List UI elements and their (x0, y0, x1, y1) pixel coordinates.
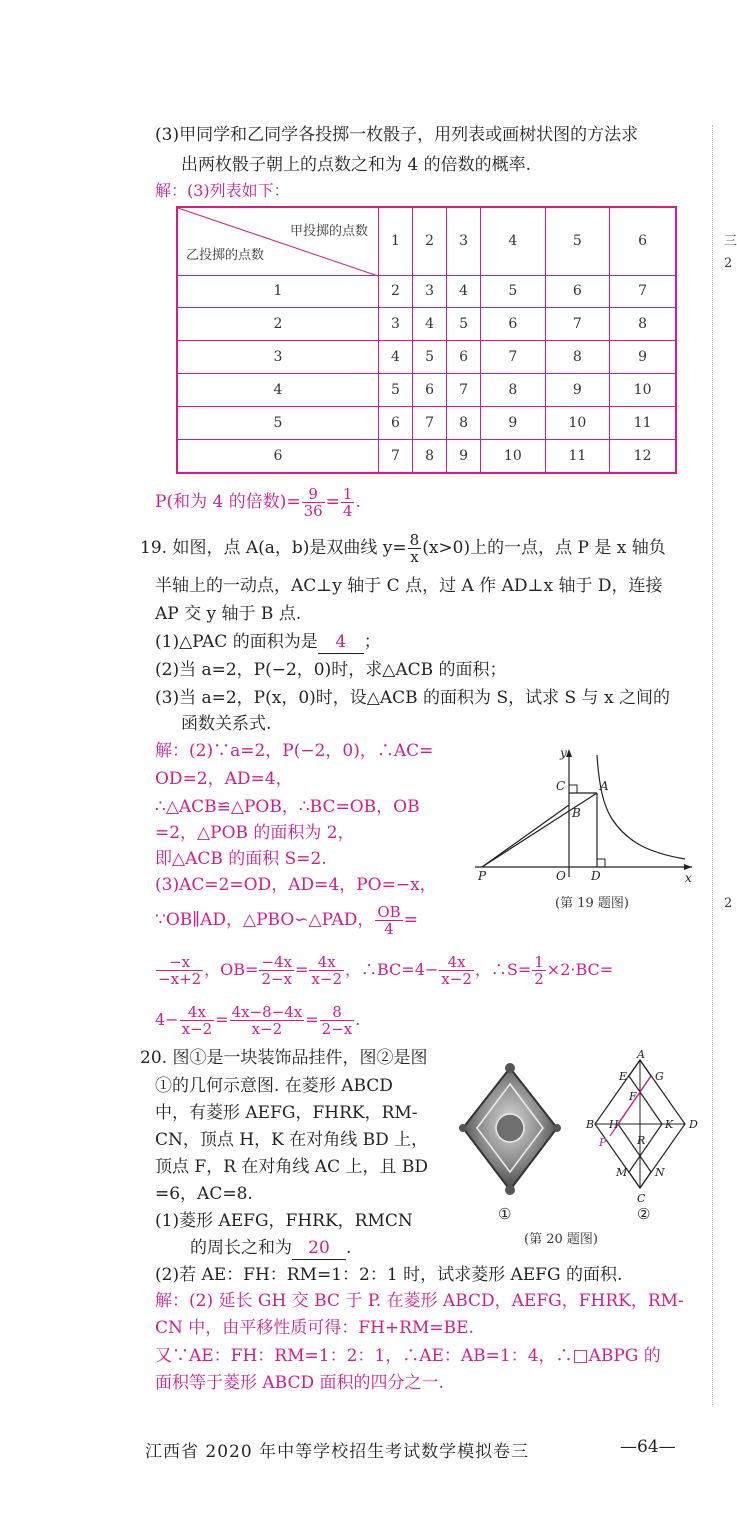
frac-den: x−2 (181, 1020, 213, 1038)
frac-num: 4x (180, 1004, 215, 1021)
table-cell: 2 (379, 275, 413, 308)
prob-prefix: P(和为 4 的倍数)= (155, 492, 301, 512)
col-header: 2 (413, 207, 447, 275)
prob-eq: = (325, 492, 340, 512)
table-cell: 8 (610, 308, 676, 341)
frac-num: 4x−8−4x (231, 1003, 303, 1021)
table-cell: 9 (447, 439, 481, 473)
frac-den: 4 (384, 920, 394, 938)
table-cell: 9 (545, 373, 610, 406)
corner-top-label: 甲投掷的点数 (289, 224, 368, 239)
side-mark: 2 (724, 256, 733, 271)
label-G: G (655, 1070, 664, 1083)
ornament-photo (455, 1060, 565, 1200)
table-cell: 5 (481, 275, 546, 308)
frac-num: −x (156, 954, 203, 971)
q20-part1-line2 (190, 1237, 351, 1260)
label-R: R (637, 1134, 646, 1147)
frac-num: 1 (534, 953, 544, 971)
q19-figure-caption: (第 19 题图) (555, 896, 629, 911)
table-corner-cell (177, 207, 379, 275)
col-header: 4 (481, 207, 546, 275)
q19-sol-7 (155, 900, 418, 940)
label-N: N (655, 1166, 665, 1179)
corner-diagonal (178, 208, 378, 276)
label-A: A (637, 1048, 645, 1061)
page-margin-divider (712, 125, 713, 1405)
ornament-center-stone (496, 1114, 524, 1142)
q20-p1-pre: 的周长之和为 (190, 1238, 292, 1258)
q20-part1-line1: (1)菱形 AEFG，FHRK，RMCN (155, 1211, 413, 1231)
frac-num: 4x (439, 954, 474, 971)
row-header: 1 (177, 275, 379, 308)
table-cell: 7 (447, 373, 481, 406)
frac-den: x−2 (441, 970, 472, 988)
frac-den: 2 (534, 970, 544, 988)
frac-num: OB (377, 903, 401, 921)
table-cell: 6 (447, 341, 481, 374)
q20-line5: 顶点 F，R 在对角线 AC 上，且 BD (155, 1157, 429, 1177)
table-cell: 12 (610, 439, 676, 473)
q20-line4: CN，顶点 H，K 在对角线 BD 上， (155, 1130, 429, 1150)
text-run: . (355, 1010, 361, 1029)
table-cell: 7 (610, 275, 676, 308)
frac-den: 4 (342, 502, 353, 520)
text-run: 4− (155, 1010, 179, 1029)
col-header: 6 (610, 207, 676, 275)
text-run: ，OB= (204, 960, 259, 979)
hyperbola-curve (597, 755, 685, 859)
text-run: ，∴S= (474, 960, 532, 979)
row-header: 4 (177, 373, 379, 406)
figure-2-label: ② (637, 1205, 651, 1223)
q19-line1 (140, 528, 666, 568)
prob-end: . (355, 492, 361, 512)
q19-figure (470, 745, 700, 885)
q19-sol-1: 解：(2)∵a=2，P(−2，0)，∴AC= (155, 741, 434, 761)
label-C: C (637, 1192, 646, 1205)
table-row (177, 341, 676, 374)
ornament-bottom-bead (505, 1185, 515, 1195)
table-row (177, 308, 676, 341)
table-cell: 3 (379, 308, 413, 341)
label-D: D (591, 869, 601, 883)
q19-p1-pre: (1)△PAC 的面积为是 (155, 632, 318, 652)
ornament-top-bead (505, 1063, 515, 1073)
segment-PA (482, 793, 597, 867)
table-cell: 4 (447, 275, 481, 308)
side-mark: 三 (724, 234, 737, 249)
table-cell: 11 (610, 406, 676, 439)
table-cell: 8 (545, 341, 610, 374)
frac-num: 8 (320, 1004, 355, 1021)
q19-p1-post: ； (363, 632, 381, 652)
q19-l1b: (x>0)上的一点，点 P 是 x 轴负 (422, 538, 666, 558)
y-axis-arrow (566, 749, 572, 757)
table-cell: 6 (545, 275, 610, 308)
q20-p1-answer: 20 (292, 1237, 346, 1260)
q20-line6: =6，AC=8. (155, 1184, 253, 1204)
frac-num: 9 (302, 486, 325, 503)
label-P: P (599, 1136, 607, 1149)
q20-p1-post: . (346, 1238, 352, 1258)
text-run: = (295, 960, 309, 979)
q19-part1 (155, 631, 381, 654)
text-run: = (305, 1010, 319, 1029)
q20-line2: ①的几何示意图. 在菱形 ABCD (155, 1076, 393, 1096)
q19-part3-line2: 函数关系式. (181, 714, 272, 734)
q18-part3-line1: (3)甲同学和乙同学各投掷一枚骰子，用列表或画树状图的方法求 (155, 125, 639, 145)
page-number: —64— (620, 1437, 676, 1457)
ornament-left-bead (459, 1124, 467, 1132)
q20-line3: 中，有菱形 AEFG，FHRK，RM- (155, 1103, 418, 1123)
table-row (177, 439, 676, 473)
figure-1-label: ① (498, 1205, 512, 1223)
q19-p1-answer: 4 (318, 631, 364, 654)
table-cell: 8 (447, 406, 481, 439)
label-F: F (629, 1090, 637, 1103)
label-O: O (556, 869, 566, 883)
label-M: M (616, 1166, 628, 1179)
segment-PB (482, 805, 569, 867)
table-cell: 9 (610, 341, 676, 374)
q20-figure-caption: (第 20 题图) (524, 1232, 598, 1247)
corner-bottom-label: 乙投掷的点数 (186, 248, 265, 263)
table-row (177, 373, 676, 406)
table-cell: 3 (413, 275, 447, 308)
frac-num: 1 (342, 485, 353, 503)
table-cell: 6 (379, 406, 413, 439)
q18-part3-line2: 出两枚骰子朝上的点数之和为 4 的倍数的概率. (181, 155, 532, 175)
q20-line1: 20. 图①是一块装饰品挂件，图②是图 (140, 1048, 428, 1068)
frac-den: 2−x (321, 1020, 353, 1038)
q19-sol-4: =2，△POB 的面积为 2， (155, 823, 355, 843)
table-cell: 8 (413, 439, 447, 473)
table-cell: 11 (545, 439, 610, 473)
table-cell: 10 (610, 373, 676, 406)
table-cell: 6 (413, 373, 447, 406)
frac-den: x (410, 548, 419, 566)
frac-den: x−2 (311, 970, 342, 988)
label-y: y (560, 746, 567, 760)
table-cell: 4 (379, 341, 413, 374)
q19-sol-8 (155, 950, 613, 990)
frac-num: 8 (409, 531, 420, 549)
label-x: x (685, 871, 692, 885)
col-header: 3 (447, 207, 481, 275)
text-run: ×2·BC= (546, 960, 614, 979)
table-cell: 7 (379, 439, 413, 473)
table-cell: 5 (413, 341, 447, 374)
q19-l1a: 19. 如图，点 A(a，b)是双曲线 y= (140, 538, 407, 558)
q18-probability (155, 482, 361, 522)
q18-solution-intro: 解：(3)列表如下： (155, 181, 290, 200)
ornament-right-bead (553, 1124, 561, 1132)
q19-sol-5: 即△ACB 的面积 S=2. (155, 849, 327, 869)
q19-line3: AP 交 y 轴于 B 点. (155, 604, 302, 624)
col-header: 1 (379, 207, 413, 275)
col-header: 5 (545, 207, 610, 275)
row-header: 2 (177, 308, 379, 341)
frac-den: 2−x (261, 970, 293, 988)
label-B: B (586, 1118, 595, 1131)
q19-line2: 半轴上的一动点，AC⊥y 轴于 C 点，过 A 作 AD⊥x 轴于 D，连接 (155, 576, 663, 596)
label-E: E (619, 1070, 628, 1083)
dice-sum-table (176, 206, 677, 474)
right-angle-C (569, 785, 577, 793)
q19-s7-post: = (403, 910, 418, 930)
label-P: P (478, 869, 487, 883)
label-D: D (689, 1118, 698, 1131)
q19-sol-9 (155, 1000, 360, 1040)
q19-sol-2: OD=2，AD=4， (155, 769, 293, 789)
table-cell: 5 (447, 308, 481, 341)
table-cell: 10 (481, 439, 546, 473)
table-cell: 7 (481, 341, 546, 374)
frac-num: 4x (309, 954, 344, 971)
label-H: H (609, 1118, 619, 1131)
q20-sol-3: 又∵AE：FH：RM=1：2：1，∴AE：AB=1：4，∴□ABPG 的 (155, 1346, 661, 1366)
row-header: 6 (177, 439, 379, 473)
row-header: 5 (177, 406, 379, 439)
text-run: ，∴BC=4− (345, 960, 439, 979)
q20-sol-4: 面积等于菱形 ABCD 面积的四分之一. (155, 1373, 444, 1393)
q20-sol-1: 解：(2) 延长 GH 交 BC 于 P. 在菱形 ABCD，AEFG，FHRK，RM- (155, 1291, 684, 1311)
q19-part2: (2)当 a=2，P(−2，0)时，求△ACB 的面积； (155, 660, 507, 680)
frac-den: 36 (303, 502, 323, 520)
frac-den: x−2 (251, 1020, 283, 1038)
q20-sol-2: CN 中，由平移性质可得：FH+RM=BE. (155, 1318, 474, 1338)
table-cell: 7 (413, 406, 447, 439)
table-cell: 6 (481, 308, 546, 341)
table-cell: 9 (481, 406, 546, 439)
q19-sol-3: ∴△ACB≌△POB，∴BC=OB，OB (155, 797, 420, 817)
label-K: K (665, 1118, 674, 1131)
frac-den: −x+2 (158, 970, 202, 988)
rhombus-diagram (585, 1048, 705, 1213)
table-cell: 5 (379, 373, 413, 406)
q19-sol-6: (3)AC=2=OD，AD=4，PO=−x， (155, 875, 437, 895)
x-axis-arrow (684, 864, 692, 870)
table-row (177, 275, 676, 308)
q19-s7-pre: ∵OB∥AD，△PBO∽△PAD， (155, 910, 375, 930)
right-angle-D (597, 859, 605, 867)
q19-part3-line1: (3)当 a=2，P(x，0)时，设△ACB 的面积为 S，试求 S 与 x 之间的 (155, 688, 670, 708)
table-cell: 8 (481, 373, 546, 406)
row-header: 3 (177, 341, 379, 374)
table-cell: 7 (545, 308, 610, 341)
label-C: C (556, 779, 566, 793)
side-mark: 2 (724, 896, 733, 911)
text-run: = (215, 1010, 229, 1029)
label-B: B (572, 806, 581, 820)
frac-num: −4x (261, 953, 293, 971)
table-cell: 4 (413, 308, 447, 341)
table-row (177, 406, 676, 439)
table-cell: 10 (545, 406, 610, 439)
footer-title: 江西省 2020 年中等学校招生考试数学模拟卷三 (145, 1442, 530, 1462)
q20-part2: (2)若 AE：FH：RM=1：2：1 时，试求菱形 AEFG 的面积. (155, 1265, 623, 1285)
label-A: A (600, 779, 609, 793)
